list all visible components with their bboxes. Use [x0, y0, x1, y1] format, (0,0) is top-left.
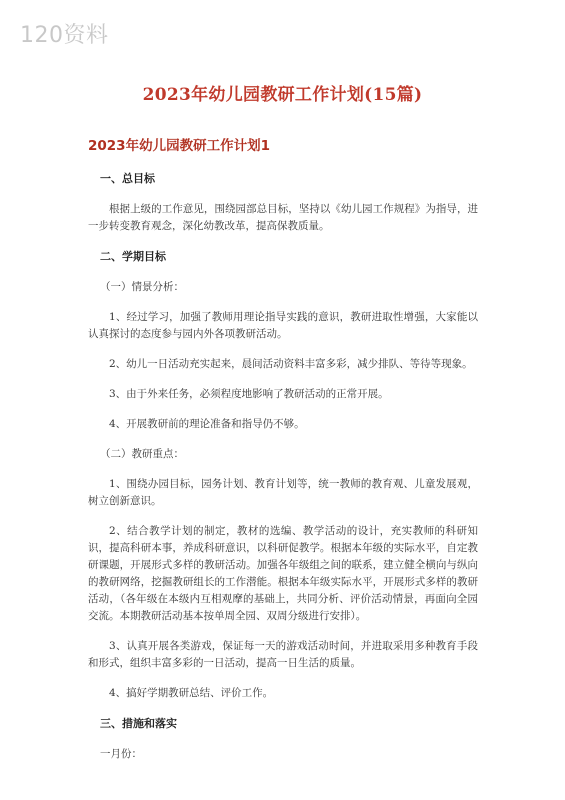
subheading-january: 一月份： — [100, 748, 142, 760]
section-title: 2023年幼儿园教研工作计划1 — [88, 138, 270, 154]
heading-goal: 一、总目标 — [100, 172, 155, 185]
document-body — [88, 170, 478, 776]
watermark: 120资料 — [20, 23, 109, 48]
subheading-focus: （二）教研重点： — [100, 448, 184, 460]
heading-measures: 三、措施和落实 — [100, 717, 177, 730]
paragraph: 1、围绕办园目标，园务计划、教育计划等，统一教师的教育观、儿童发展观，树立创新意识。 — [88, 478, 478, 507]
subheading-analysis: （一）情景分析： — [100, 281, 184, 293]
heading-term-goal: 二、学期目标 — [100, 250, 166, 263]
paragraph: 4、开展教研前的理论准备和指导仍不够。 — [109, 418, 305, 430]
paragraph: 3、由于外来任务，必须程度地影响了教研活动的正常开展。 — [109, 388, 389, 400]
paragraph: 4、搞好学期教研总结、评价工作。 — [109, 687, 274, 699]
paragraph: 根据上级的工作意见，围绕园部总目标，坚持以《幼儿园工作规程》为指导，进一步转变教育观念，深化幼教改革，提高保教质量。 — [88, 203, 478, 232]
paragraph: 2、幼儿一日活动充实起来，晨间活动资料丰富多彩，减少排队、等待等现象。 — [109, 358, 473, 370]
paragraph: 1、经过学习，加强了教师用理论指导实践的意识，教研进取性增强，大家能以认真探讨的态度参与园内外各项教研活动。 — [88, 311, 478, 340]
paragraph: 2、结合教学计划的制定，教材的选编、教学活动的设计，充实教师的科研知识，提高科研本事，养成科研意识，以科研促教学。根据本年级的实际水平，自定教研课题，开展形式多样的教研活动。加强各年级组之间的联系，建立健全横向与纵向的教研网络，挖掘教研组长的工作潜能。根据本年级实际水平，开展形式多样的教研活动，（各年级在本级内互相观摩的基础上，共同分析、评价活动情景，再面向全园交流。本期教研活动基本按单周全园、双周分级进行安排）。 — [88, 525, 478, 622]
document-title: 2023年幼儿园教研工作计划(15篇) — [142, 85, 423, 105]
paragraph: 3、认真开展各类游戏，保证每一天的游戏活动时间，并进取采用多种教育手段和形式，组织丰富多彩的一日活动，提高一日生活的质量。 — [88, 640, 478, 669]
